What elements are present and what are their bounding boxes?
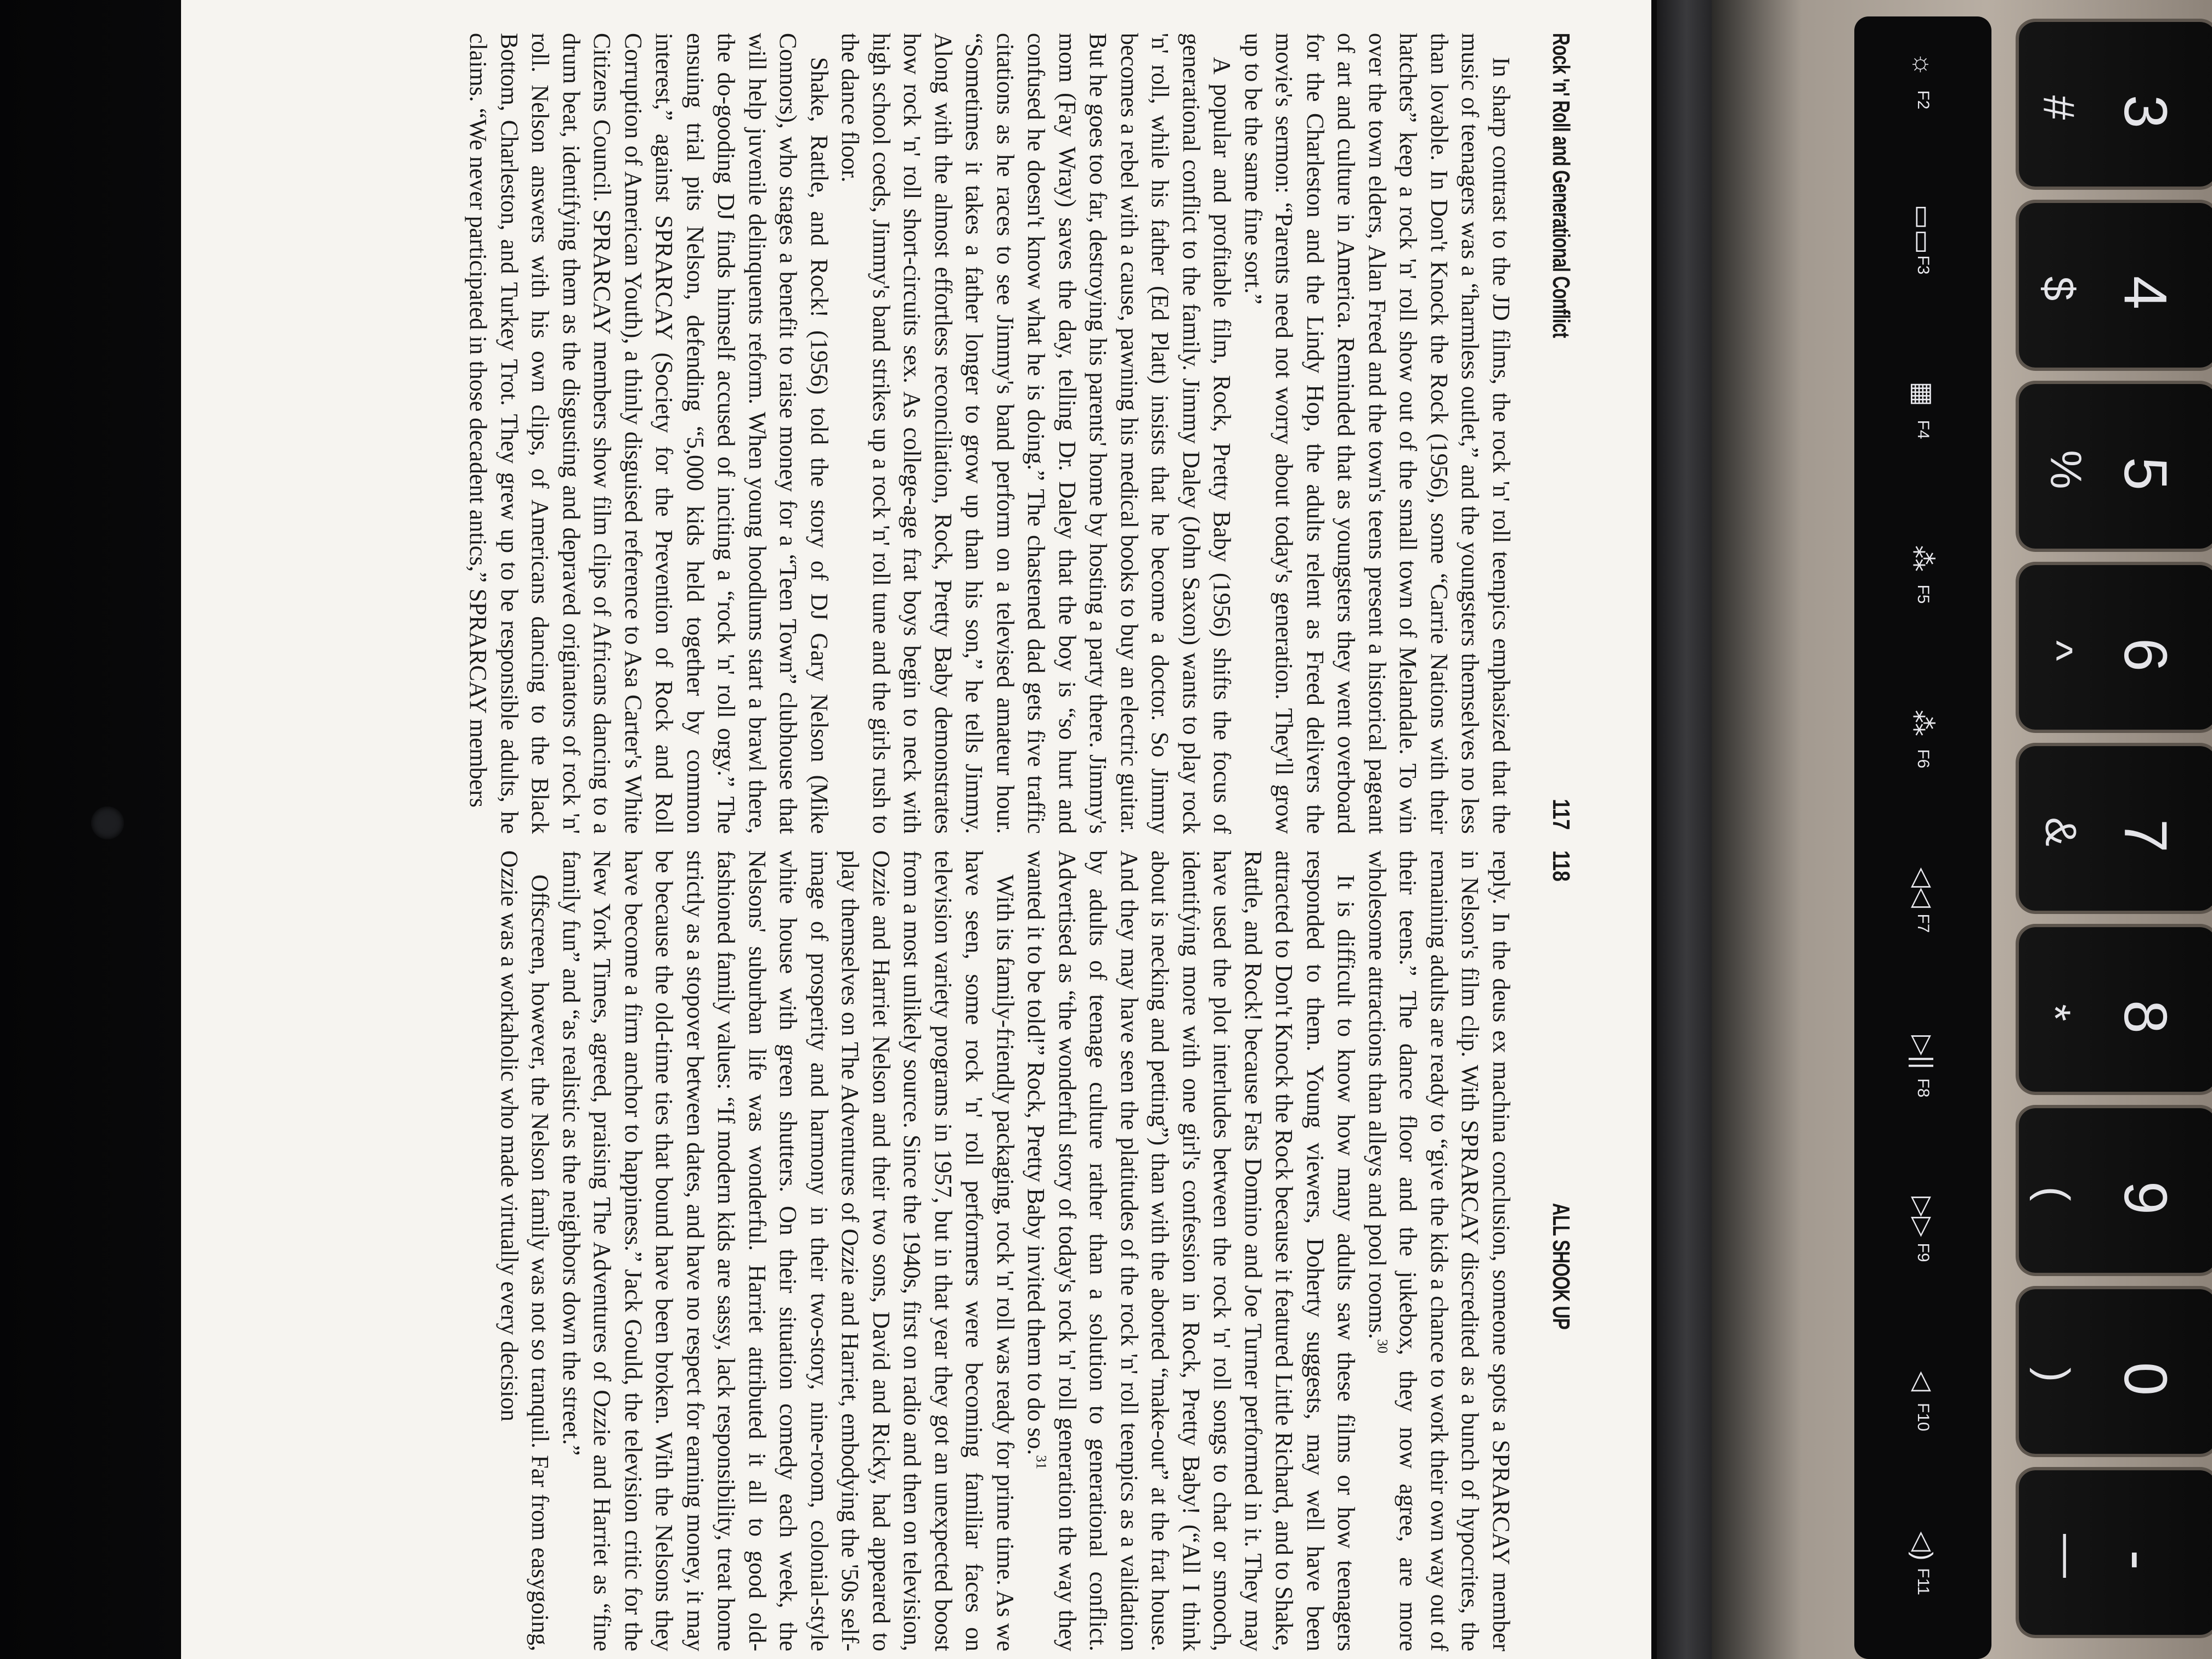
key-9[interactable] [2019,1108,2212,1273]
key-minus[interactable] [2019,1470,2212,1635]
laptop-screen [181,0,1651,1659]
right-paragraph-2 [1020,850,1362,1651]
right-paragraph-1 [1362,850,1517,1651]
key-8[interactable] [2019,927,2212,1092]
key-digit: 5 [2112,456,2180,491]
touchbar-key-f7[interactable] [1871,867,1975,933]
key-7[interactable] [2019,746,2212,911]
key-shift-symbol: ( [2029,1186,2079,1201]
touchbar-key-f6[interactable] [1871,708,1975,768]
touchbar-key-label: F11 [1914,1568,1932,1595]
touchbar-key-label: F6 [1914,749,1932,769]
key-digit: 8 [2112,1000,2180,1034]
touchbar-key-label: F2 [1914,90,1932,110]
touchbar-key-label: F4 [1914,420,1932,439]
number-key-row [2019,0,2212,1659]
right-running-head [1536,850,1575,1651]
right-paragraph-2-text: It is difficult to know how many adults saw these films or how teenagers responded to them. Young viewers, Doherty suggests, may well have been attracted to Don't Knock the Rock because it featured Little Richard, and to Shake, Rattle, and Rock! because Fats Domino and Joe Turner performed in it. They may have used the plot interludes between the rock 'n' roll songs to chat or smooch, identifying more with one girl's confession in Rock, Pretty Baby! (“All I think about is necking and petting”) than with the aborted “make-out” at the frat house. And they may have seen the platitudes of the rock 'n' roll teenpics as a validation by adults of teenage culture rather than a solution to generational conflict. Advertised as “the wonderful story of today's rock 'n' roll generation the way they wanted it to be told!” Rock, Pretty Baby invited them to do so. [1023,850,1360,1651]
book-page-right [225,850,1575,1651]
right-running-head-title: ALL SHOOK UP [1548,1203,1575,1330]
left-running-head [1536,33,1575,834]
volume-down-icon: ◁) [1908,1531,1937,1561]
left-page-number: 117 [1548,799,1575,830]
touchbar-key-f3[interactable] [1871,204,1975,275]
touch-bar [1854,16,1991,1659]
touchbar-key-f5[interactable] [1871,543,1975,603]
key-digit: 0 [2112,1362,2180,1396]
touchbar-key-label: F9 [1914,1243,1932,1262]
left-running-head-title: Rock 'n' Roll and Generational Conflict [1548,33,1575,338]
key-digit: 6 [2112,637,2180,672]
left-paragraph-1: In sharp contrast to the JD films, the rock 'n' roll teenpics emphasized that the music of teenagers was a “harmless outlet,” and the youngsters themselves no less than lovable. In Don't Knock the Rock (1956), some “Carrie Nations with their hatchets” keep a rock 'n' roll show out of the small town of Melandale. To win over the town elders, Alan Freed and the town's teens present a historical pageant of art and culture in America. Reminded that as youngsters they went overboard for the Charleston and the Lindy Hop, the adults relent as Freed delivers the movie's sermon: “Parents need not worry about today's generation. They'll grow up to be the same fine sort.” [1240,33,1515,834]
key-shift-symbol: ) [2029,1367,2079,1383]
key-shift-symbol: # [2034,95,2084,120]
key-shift-symbol: $ [2034,276,2084,301]
touchbar-key-label: F8 [1914,1078,1932,1098]
key-shift-symbol: & [2036,817,2086,847]
right-paragraph-4: Offscreen, however, the Nelson family was not so tranquil. Far from easygoing, Ozzie was a workaholic who made virtually every decision [496,850,554,1651]
touchbar-key-label: F3 [1914,255,1932,275]
left-paragraph-2: A popular and profitable film, Rock, Pretty Baby (1956) shifts the focus of generational conflict to the family. Jimmy Daley (John Saxon) wants to play rock 'n' roll, while his father (Ed Platt) insists that he become a doctor. So Jimmy becomes a rebel with a cause, pawning his medical books to buy an electric guitar. But he goes too far, destroying his parents' home by hosting a party there. Jimmy's mom (Fay Wray) saves the day, telling Dr. Daley that the boy is “so hurt and confused he doesn't know what he is doing.” The chastened dad gets five traffic citations as he races to see Jimmy's band perform on a televised amateur hour. “Sometimes it takes a father longer to grow up than his son,” he tells Jimmy. Along with the almost effortless reconciliation, Rock, Pretty Baby demonstrates how rock 'n' roll short-circuits sex. As college-age frat boys begin to neck with high school coeds, Jimmy's band strikes up a rock 'n' roll tune and the girls rush to the dance floor. [837,33,1236,834]
key-digit: 7 [2112,819,2180,853]
key-6[interactable] [2019,565,2212,730]
key-4[interactable] [2019,203,2212,368]
touchbar-key-label: F10 [1914,1403,1932,1431]
fast-forward-icon: ▷▷ [1908,1197,1937,1237]
rotated-book-spread [181,0,1651,1659]
touchbar-key-f8[interactable] [1871,1037,1975,1097]
right-paragraph-1-text: reply. In the deus ex machina conclusion, someone spots a SPRARCAY member in Nelson's film clip. With SPRARCAY discredited as a bunch of hypocrites, the remaining adults are ready to “give the kids a chance to work their own way out of their teens.” The dance floor and the jukebox, they now agree, are more wholesome attractions than alleys and pool rooms. [1364,850,1515,1651]
mute-icon: ◁ [1908,1371,1937,1392]
right-page-body [494,850,1517,1651]
touchbar-key-label: F7 [1914,913,1932,933]
key-3[interactable] [2019,22,2212,187]
right-paragraph-3: With its family-friendly packaging, rock 'n' roll was ready for prime time. As we have seen, some rock 'n' roll performers were becoming familiar faces on television variety programs in 1957, but in that year they got an unexpected boost from a most unlikely source. Since the 1940s, first on radio and then on television, Ozzie and Harriet Nelson and their two sons, David and Ricky, had appeared to play themselves on The Adventures of Ozzie and Harriet, embodying the '50s self-image of prosperity and harmony in their two-story, nine-room, colonial-style white house with green shutters. On their situation comedy each week, the Nelsons' suburban life was wonderful. Harriet attributed it all to good old-fashioned family values: “If modern kids are sassy, lack responsibility, treat home strictly as a stopover between dates, and have no respect for earning money, it may be because the old-time ties that bound have been broken. With the Nelsons they have become a firm anchor to happiness.” Jack Gould, the television critic for the New York Times, agreed, praising The Adventures of Ozzie and Harriet as “fine family fun” and “as realistic as the neighbors down the street.” [558,850,1019,1651]
play-pause-icon: ▷|| [1908,1035,1937,1069]
right-page-number: 118 [1548,850,1575,882]
touchbar-key-f4[interactable] [1871,379,1975,439]
keyboard-brightness-up-icon: ⁂ [1908,710,1937,736]
touchbar-key-f2[interactable] [1871,49,1975,109]
mission-control-icon: ▭▭ [1908,204,1937,255]
key-shift-symbol: * [2030,1004,2080,1022]
brightness-up-icon: ☼ [1908,52,1938,77]
key-digit: 3 [2112,94,2180,129]
footnote-marker-30: 30 [1374,1339,1391,1353]
key-digit: - [2104,1550,2172,1570]
key-shift-symbol: ^ [2032,640,2081,661]
touchbar-key-f9[interactable] [1871,1197,1975,1262]
left-paragraph-3: Shake, Rattle, and Rock! (1956) told the story of DJ Gary Nelson (Mike Connors), who stages a benefit to raise money for a “Teen Town” clubhouse that will help juvenile delinquents reform. When young hoodlums start a brawl there, the do-gooding DJ finds himself accused of inciting a “rock 'n' roll orgy.” The ensuing trial pits Nelson, defending “5,000 kids held together by common interest,” against SPRARCAY (Society for the Prevention of Rock and Roll Corruption of American Youth), a thinly disguised reference to Asa Carter's White Citizens Council. SPRARCAY members show film clips of Africans dancing to a drum beat, identifying them as the disgusting and depraved originators of rock 'n' roll. Nelson answers with his own clips, of Americans dancing to the Black Bottom, Charleston, and Turkey Trot. They grew up to be responsible adults, he claims. “We never participated in those decadent antics,” SPRARCAY members [465,33,833,834]
key-digit: 4 [2112,275,2180,310]
webcam [91,806,124,839]
touchbar-key-label: F5 [1914,584,1932,604]
key-5[interactable] [2019,384,2212,549]
left-page-body [462,33,1516,834]
key-shift-symbol: — [2044,1534,2093,1578]
key-shift-symbol: % [2041,450,2091,489]
rewind-icon: ◁◁ [1908,867,1937,908]
book-page-left [225,33,1575,834]
launchpad-icon: ▦ [1908,381,1937,407]
touchbar-key-f11[interactable] [1871,1531,1975,1595]
key-digit: 9 [2112,1181,2180,1215]
key-0[interactable] [2019,1289,2212,1454]
keyboard-brightness-down-icon: ⁂ [1908,545,1937,572]
footnote-marker-31: 31 [1034,1455,1050,1470]
touchbar-key-f10[interactable] [1871,1366,1975,1431]
